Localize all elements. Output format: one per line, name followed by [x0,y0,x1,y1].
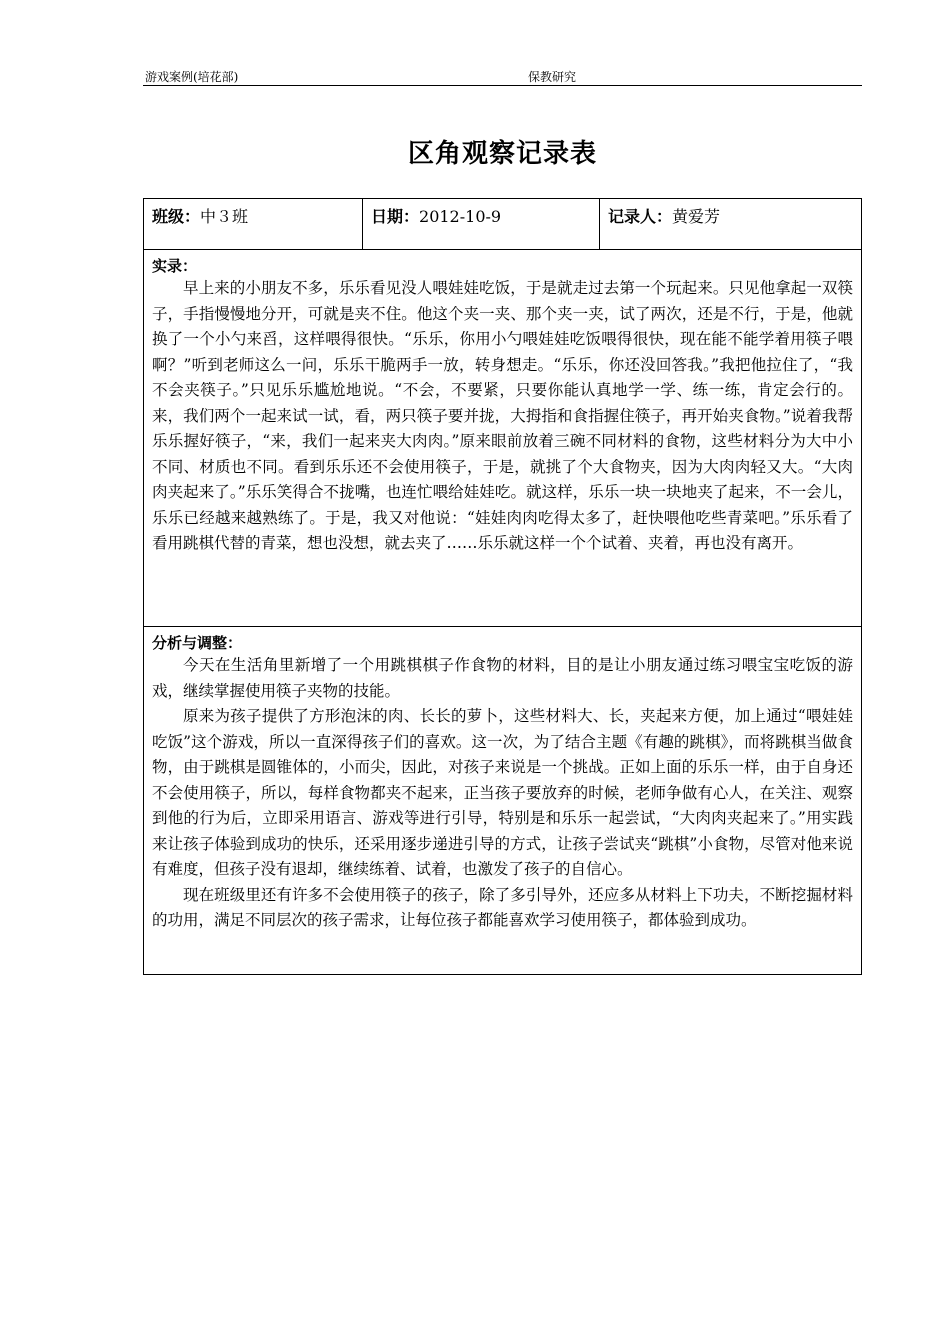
page-header [143,66,862,86]
observation-record-table [143,198,862,975]
class-value: 中３班 [200,207,249,226]
analysis-paragraph-1: 今天在生活角里新增了一个用跳棋棋子作食物的材料，目的是让小朋友通过练习喂宝宝吃饭的游戏，继续掌握使用筷子夹物的技能。 [152,656,853,700]
date-cell [362,199,599,249]
record-label: 实录： [152,257,198,275]
header-center-text: 保教研究 [528,70,577,84]
analysis-paragraph-2: 原来为孩子提供了方形泡沫的肉、长长的萝卜，这些材料大、长，夹起来方便，加上通过“喂娃娃吃饭”这个游戏，所以一直深得孩子们的喜欢。这一次，为了结合主题《有趣的跳棋》，而将跳棋当做食物，由于跳棋是圆锥体的，小而尖，因此，对孩子来说是一个挑战。正如上面的乐乐一样，由于自身还不会使用筷子，所以，每样食物都夹不起来，正当孩子要放弃的时候，老师争做有心人，在关注、观察到他的行为后，立即采用语言、游戏等进行引导，特别是和乐乐一起尝试，“大肉肉夹起来了。”用实践来让孩子体验到成功的快乐，还采用逐步递进引导的方式，让孩子尝试夹“跳棋”小食物，尽管对他来说有难度，但孩子没有退却，继续练着、试着，也激发了孩子的自信心。 [152,707,853,878]
analysis-label: 分析与调整： [152,634,243,652]
meta-row [144,199,861,250]
date-label: 日期： [371,207,420,226]
record-section [144,250,861,626]
analysis-paragraph-3: 现在班级里还有许多不会使用筷子的孩子，除了多引导外，还应多从材料上下功夫，不断挖掘材料的功用，满足不同层次的孩子需求，让每位孩子都能喜欢学习使用筷子，都体验到成功。 [152,885,853,929]
date-value: 2012-10-9 [419,207,502,226]
document-title: 区角观察记录表 [407,139,597,169]
recorder-value: 黄爱芳 [672,207,721,226]
header-left-text: 游戏案例(培花部) [145,70,239,84]
analysis-section [144,626,861,974]
recorder-cell [599,199,861,249]
class-label: 班级： [152,207,201,226]
record-paragraph: 早上来的小朋友不多，乐乐看见没人喂娃娃吃饭，于是就走过去第一个玩起来。只见他拿起一双筷子，手指慢慢地分开，可就是夹不住。他这个夹一夹、那个夹一夹，试了两次，还是不行，于是，他就换了一个小勺来舀，这样喂得很快。“乐乐，你用小勺喂娃娃吃饭喂得很快，现在能不能学着用筷子喂啊？”听到老师这么一问，乐乐干脆两手一放，转身想走。“乐乐，你还没回答我。”我把他拉住了，“我不会夹筷子。”只见乐乐尴尬地说。“不会，不要紧，只要你能认真地学一学、练一练，肯定会行的。来，我们两个一起来试一试，看，两只筷子要并拢，大拇指和食指握住筷子，再开始夹食物。”说着我帮乐乐握好筷子，“来，我们一起来夹大肉肉。”原来眼前放着三碗不同材料的食物，这些材料分为大中小不同、材质也不同。看到乐乐还不会使用筷子，于是，就挑了个大食物夹，因为大肉肉轻又大。“大肉肉夹起来了。”乐乐笑得合不拢嘴，也连忙喂给娃娃吃。就这样，乐乐一块一块地夹了起来，不一会儿，乐乐已经越来越熟练了。于是，我又对他说：“娃娃肉肉吃得太多了，赶快喂他吃些青菜吧。”乐乐看了看用跳棋代替的青菜，想也没想，就去夹了……乐乐就这样一个个试着、夹着，再也没有离开。 [152,279,853,552]
recorder-label: 记录人： [608,207,673,226]
class-cell [144,199,362,249]
